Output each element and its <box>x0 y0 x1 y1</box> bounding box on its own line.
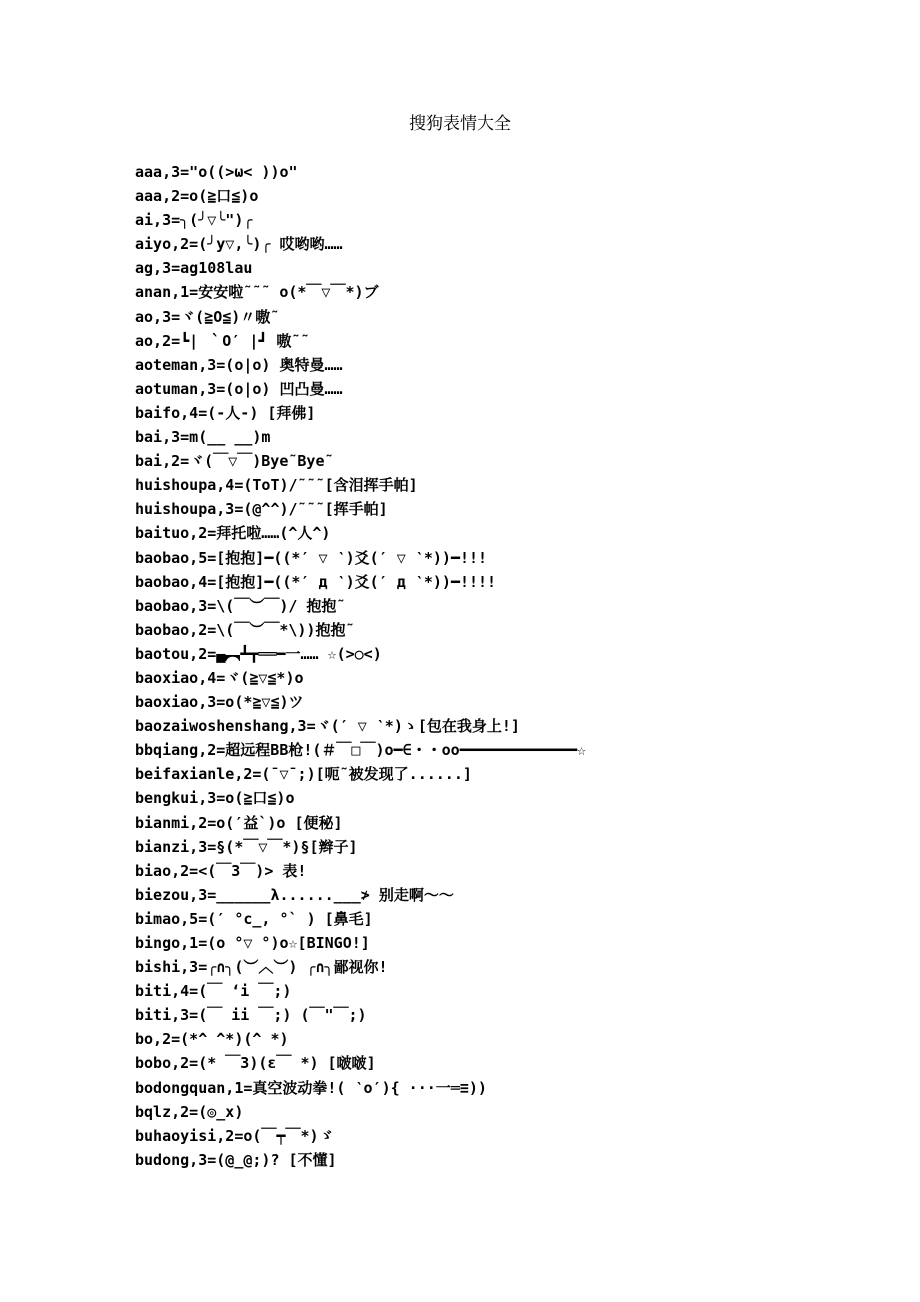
emoticon-entry: ao,3=ヾ(≧O≦)〃嗷˜ <box>135 307 280 326</box>
emoticon-entry: budong,3=(@_@;)? [不懂] <box>135 1150 337 1169</box>
emoticon-entry: aiyo,2=(╯y▽,╰)╭ 哎哟哟…… <box>135 235 343 254</box>
emoticon-entry: biao,2=<(￣3￣)> 表! <box>135 861 307 880</box>
emoticon-entry: bengkui,3=o(≧口≦)o <box>135 789 295 808</box>
emoticon-entry: bai,2=ヾ(￣▽￣)Bye˜Bye˜ <box>135 452 334 471</box>
emoticon-entry: huishoupa,3=(@^^)/˜˜˜[挥手帕] <box>135 500 388 519</box>
emoticon-entry: baobao,2=\(￣︶￣*\))抱抱˜ <box>135 620 355 639</box>
emoticon-entry: baobao,3=\(￣︶￣)/ 抱抱˜ <box>135 596 346 615</box>
emoticon-entry: baobao,4=[抱抱]━((*′ д ‵)爻(′ д ‵*))━!!!! <box>135 572 497 591</box>
emoticon-entry: bingo,1=(o °▽ °)o☆[BINGO!] <box>135 934 370 952</box>
emoticon-entry: aoteman,3=(o|o) 奥特曼…… <box>135 355 343 374</box>
emoticon-entry: aaa,2=o(≧口≦)o <box>135 187 259 206</box>
emoticon-entry: bobo,2=(* ￣3)(ε￣ *) [啵啵] <box>135 1054 376 1073</box>
document-title: 搜狗表情大全 <box>409 114 511 134</box>
emoticon-entry: baozaiwoshenshang,3=ヾ(′ ▽ ‵*)ゝ[包在我身上!] <box>135 717 520 736</box>
emoticon-entry: biti,3=(￣ ii ￣;) (￣"￣;) <box>135 1006 367 1025</box>
emoticon-list <box>135 160 895 1172</box>
emoticon-entry: baotou,2=▄︻┻┳══━一…… ☆(>○<) <box>135 644 382 663</box>
emoticon-entry: bqlz,2=(◎_x) <box>135 1102 244 1121</box>
emoticon-entry: baituo,2=拜托啦……(^人^) <box>135 524 331 543</box>
emoticon-entry: buhaoyisi,2=o(￣┯￣*)ゞ <box>135 1126 334 1145</box>
emoticon-entry: beifaxianle,2=(¯▽¯;)[呃˜被发现了......] <box>135 765 472 784</box>
emoticon-entry: bishi,3=╭∩╮(︶︿︶) ╭∩╮鄙视你! <box>135 958 388 977</box>
emoticon-entry: bianzi,3=§(*￣▽￣*)§[辫子] <box>135 837 358 856</box>
emoticon-entry: baoxiao,3=o(*≧▽≦)ツ <box>135 693 304 712</box>
emoticon-entry: huishoupa,4=(ToT)/˜˜˜[含泪挥手帕] <box>135 476 418 495</box>
emoticon-entry: aotuman,3=(o|o) 凹凸曼…… <box>135 379 343 398</box>
emoticon-entry: bo,2=(*^ ^*)(^ *) <box>135 1030 289 1049</box>
emoticon-entry: ag,3=ag108lau <box>135 259 253 278</box>
emoticon-entry: ao,2=┗| ｀O′ |┛ 嗷˜˜ <box>135 331 310 350</box>
emoticon-entry: bodongquan,1=真空波动拳!( ‵o′){ ···一═≡)) <box>135 1078 487 1097</box>
emoticon-entry: bbqiang,2=超远程BB枪!(＃￣□￣)o━∈・・oo━━━━━━━━━━━━━☆ <box>135 741 587 760</box>
emoticon-entry: ai,3=╮(╯▽╰")╭ <box>135 211 253 230</box>
emoticon-entry: baifo,4=(-人-) [拜佛] <box>135 403 316 422</box>
emoticon-entry: bai,3=m(__ __)m <box>135 428 271 447</box>
emoticon-entry: bianmi,2=o(′益`)o [便秘] <box>135 813 343 832</box>
emoticon-entry: biezou,3=______λ......___≯ 别走啊～～ <box>135 885 454 904</box>
emoticon-entry: baoxiao,4=ヾ(≧▽≦*)o <box>135 668 304 687</box>
emoticon-entry: aaa,3="o((>ω< ))o" <box>135 163 298 181</box>
emoticon-entry: biti,4=(￣ ‘i ￣;) <box>135 982 292 1001</box>
emoticon-entry: bimao,5=(′ °c_, °` ) [鼻毛] <box>135 909 373 928</box>
emoticon-entry: baobao,5=[抱抱]━((*′ ▽ ‵)爻(′ ▽ ‵*))━!!! <box>135 548 488 567</box>
emoticon-entry: anan,1=安安啦˜˜˜ o(*￣▽￣*)ブ <box>135 283 379 302</box>
